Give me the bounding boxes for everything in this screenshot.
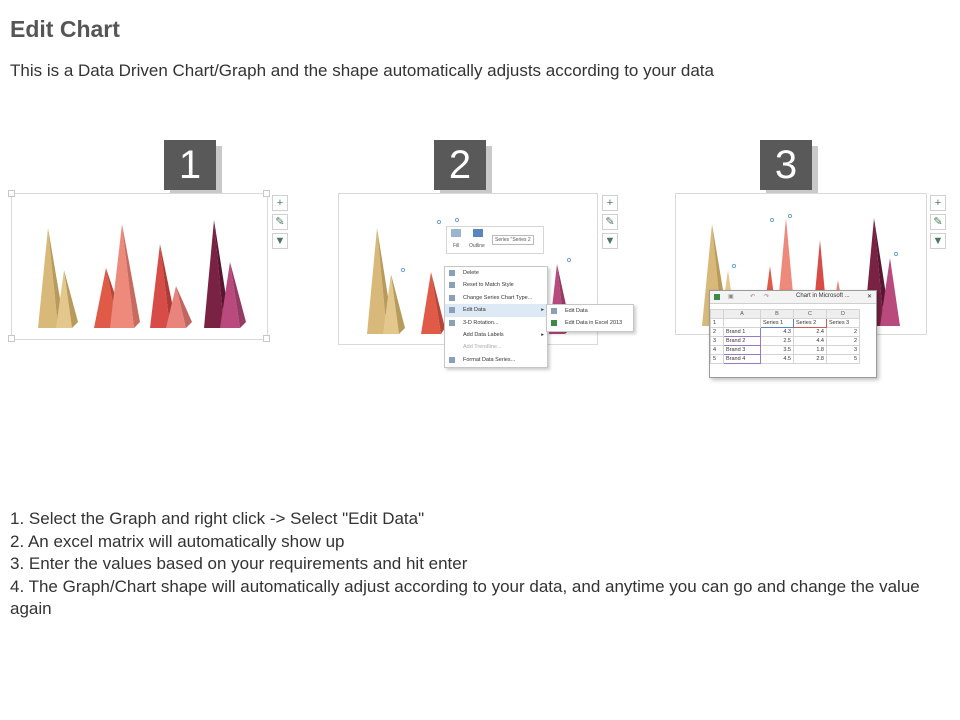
cell[interactable]: 2 [827, 328, 860, 337]
chart-elements-plus-icon[interactable]: + [272, 195, 288, 211]
row-header[interactable]: 4 [711, 346, 724, 355]
cell[interactable]: Brand 4 [724, 355, 761, 364]
menu-item-delete[interactable] [445, 267, 547, 279]
excel-data-window[interactable] [709, 290, 877, 378]
redo-icon[interactable]: ↷ [764, 294, 770, 300]
resize-handle[interactable] [263, 335, 270, 342]
chart-filter-icon[interactable]: ▼ [272, 233, 288, 249]
column-header[interactable]: A [724, 310, 761, 319]
menu-item-change-type[interactable] [445, 292, 547, 304]
cell[interactable]: 2 [827, 337, 860, 346]
delete-icon [449, 270, 455, 276]
cell[interactable]: Series 2 [794, 319, 827, 328]
table-row [711, 355, 860, 364]
instructions-list [10, 508, 940, 621]
cell[interactable]: 3 [827, 346, 860, 355]
table-row [711, 319, 860, 328]
cell[interactable]: 1.8 [794, 346, 827, 355]
table-row [711, 346, 860, 355]
menu-item-reset[interactable] [445, 279, 547, 291]
submenu-item-label: Edit Data in Excel 2013 [565, 320, 623, 327]
step-number-2: 2 [434, 140, 486, 190]
menu-item-format-series[interactable] [445, 354, 547, 366]
cone-chart-1[interactable] [12, 194, 267, 339]
format-mini-toolbar [446, 226, 544, 254]
cell[interactable]: 4.5 [761, 355, 794, 364]
cell[interactable]: 2.5 [761, 337, 794, 346]
excel-grid[interactable] [710, 309, 860, 364]
excel-window-title: Chart in Microsoft ... [796, 293, 850, 299]
column-header[interactable]: D [827, 310, 860, 319]
table-row [711, 328, 860, 337]
fill-bucket-icon[interactable] [451, 229, 461, 237]
step-number-1: 1 [164, 140, 216, 190]
excel-title-bar [710, 291, 876, 304]
save-icon[interactable]: ▣ [728, 294, 734, 300]
table-row [711, 337, 860, 346]
submenu-arrow-icon: ▸ [541, 331, 544, 338]
submenu-item-edit-in-excel[interactable] [547, 317, 633, 329]
undo-icon[interactable]: ↶ [750, 294, 756, 300]
instruction-step: 3. Enter the values based on your requirements and hit enter [10, 554, 468, 573]
cell[interactable]: Brand 2 [724, 337, 761, 346]
chart-styles-brush-icon[interactable]: ✎ [602, 214, 618, 230]
cell[interactable]: 2.8 [794, 355, 827, 364]
chart-elements-plus-icon[interactable]: + [930, 195, 946, 211]
cell[interactable]: Series 1 [761, 319, 794, 328]
context-menu [444, 266, 548, 368]
menu-item-label: Format Data Series... [463, 356, 516, 363]
column-header[interactable]: C [794, 310, 827, 319]
row-header[interactable]: 2 [711, 328, 724, 337]
column-header[interactable]: B [761, 310, 794, 319]
instruction-step: 4. The Graph/Chart shape will automatically adjust according to your data, and anytime you can go and change the value again [10, 576, 920, 618]
row-header[interactable]: 1 [711, 319, 724, 328]
menu-item-rotation[interactable] [445, 317, 547, 329]
menu-item-label: Edit Data [463, 307, 486, 314]
menu-item-label: Change Series Chart Type... [463, 294, 533, 301]
menu-item-label: Add Data Labels [463, 331, 504, 338]
corner-cell[interactable] [711, 310, 724, 319]
instruction-step: 1. Select the Graph and right click -> Select "Edit Data" [10, 509, 425, 528]
edit-data-submenu [546, 304, 634, 332]
menu-item-label: Delete [463, 270, 479, 276]
row-header[interactable]: 5 [711, 355, 724, 364]
menu-item-add-trendline[interactable] [445, 341, 547, 353]
chart-filter-icon[interactable]: ▼ [930, 233, 946, 249]
resize-handle[interactable] [263, 190, 270, 197]
chart-styles-brush-icon[interactable]: ✎ [930, 214, 946, 230]
menu-item-label: 3-D Rotation... [463, 319, 499, 326]
close-icon[interactable]: ✕ [866, 294, 872, 300]
cell[interactable] [724, 319, 761, 328]
cell[interactable]: 5 [827, 355, 860, 364]
cell[interactable]: 2.4 [794, 328, 827, 337]
cell[interactable]: Brand 3 [724, 346, 761, 355]
cell[interactable]: Series 3 [827, 319, 860, 328]
cell[interactable]: 4.3 [761, 328, 794, 337]
menu-item-edit-data[interactable] [445, 304, 547, 316]
fill-label[interactable]: Fill [453, 243, 460, 249]
format-icon [449, 357, 455, 363]
page-subtitle: This is a Data Driven Chart/Graph and the shape automatically adjusts according to your data [10, 61, 714, 80]
chart-elements-plus-icon[interactable]: + [602, 195, 618, 211]
menu-item-label: Reset to Match Style [463, 282, 514, 289]
outline-label[interactable]: Outline [469, 243, 485, 249]
submenu-item-label: Edit Data [565, 308, 588, 314]
submenu-arrow-icon: ▸ [541, 307, 544, 314]
table-icon [551, 308, 557, 314]
row-header[interactable]: 3 [711, 337, 724, 346]
cell[interactable]: Brand 1 [724, 328, 761, 337]
page-title: Edit Chart [10, 16, 120, 42]
chart-type-icon [449, 295, 455, 301]
resize-handle[interactable] [8, 190, 15, 197]
resize-handle[interactable] [8, 335, 15, 342]
chart-filter-icon[interactable]: ▼ [602, 233, 618, 249]
cell[interactable]: 3.5 [761, 346, 794, 355]
menu-item-add-labels[interactable] [445, 329, 547, 341]
series-select[interactable]: Series "Series 2 [492, 235, 534, 245]
chart-styles-brush-icon[interactable]: ✎ [272, 214, 288, 230]
submenu-item-edit-data[interactable] [547, 305, 633, 317]
instruction-step: 2. An excel matrix will automatically show up [10, 531, 345, 551]
step-number-3: 3 [760, 140, 812, 190]
excel-icon [714, 294, 720, 300]
chart-panel-1[interactable] [11, 193, 268, 340]
rotation-icon [449, 320, 455, 326]
table-icon [449, 307, 455, 313]
cell[interactable]: 4.4 [794, 337, 827, 346]
reset-icon [449, 282, 455, 288]
menu-item-label: Add Trendline... [463, 344, 502, 351]
outline-pen-icon[interactable] [473, 229, 483, 237]
excel-icon [551, 320, 557, 326]
column-header-row [711, 310, 860, 319]
